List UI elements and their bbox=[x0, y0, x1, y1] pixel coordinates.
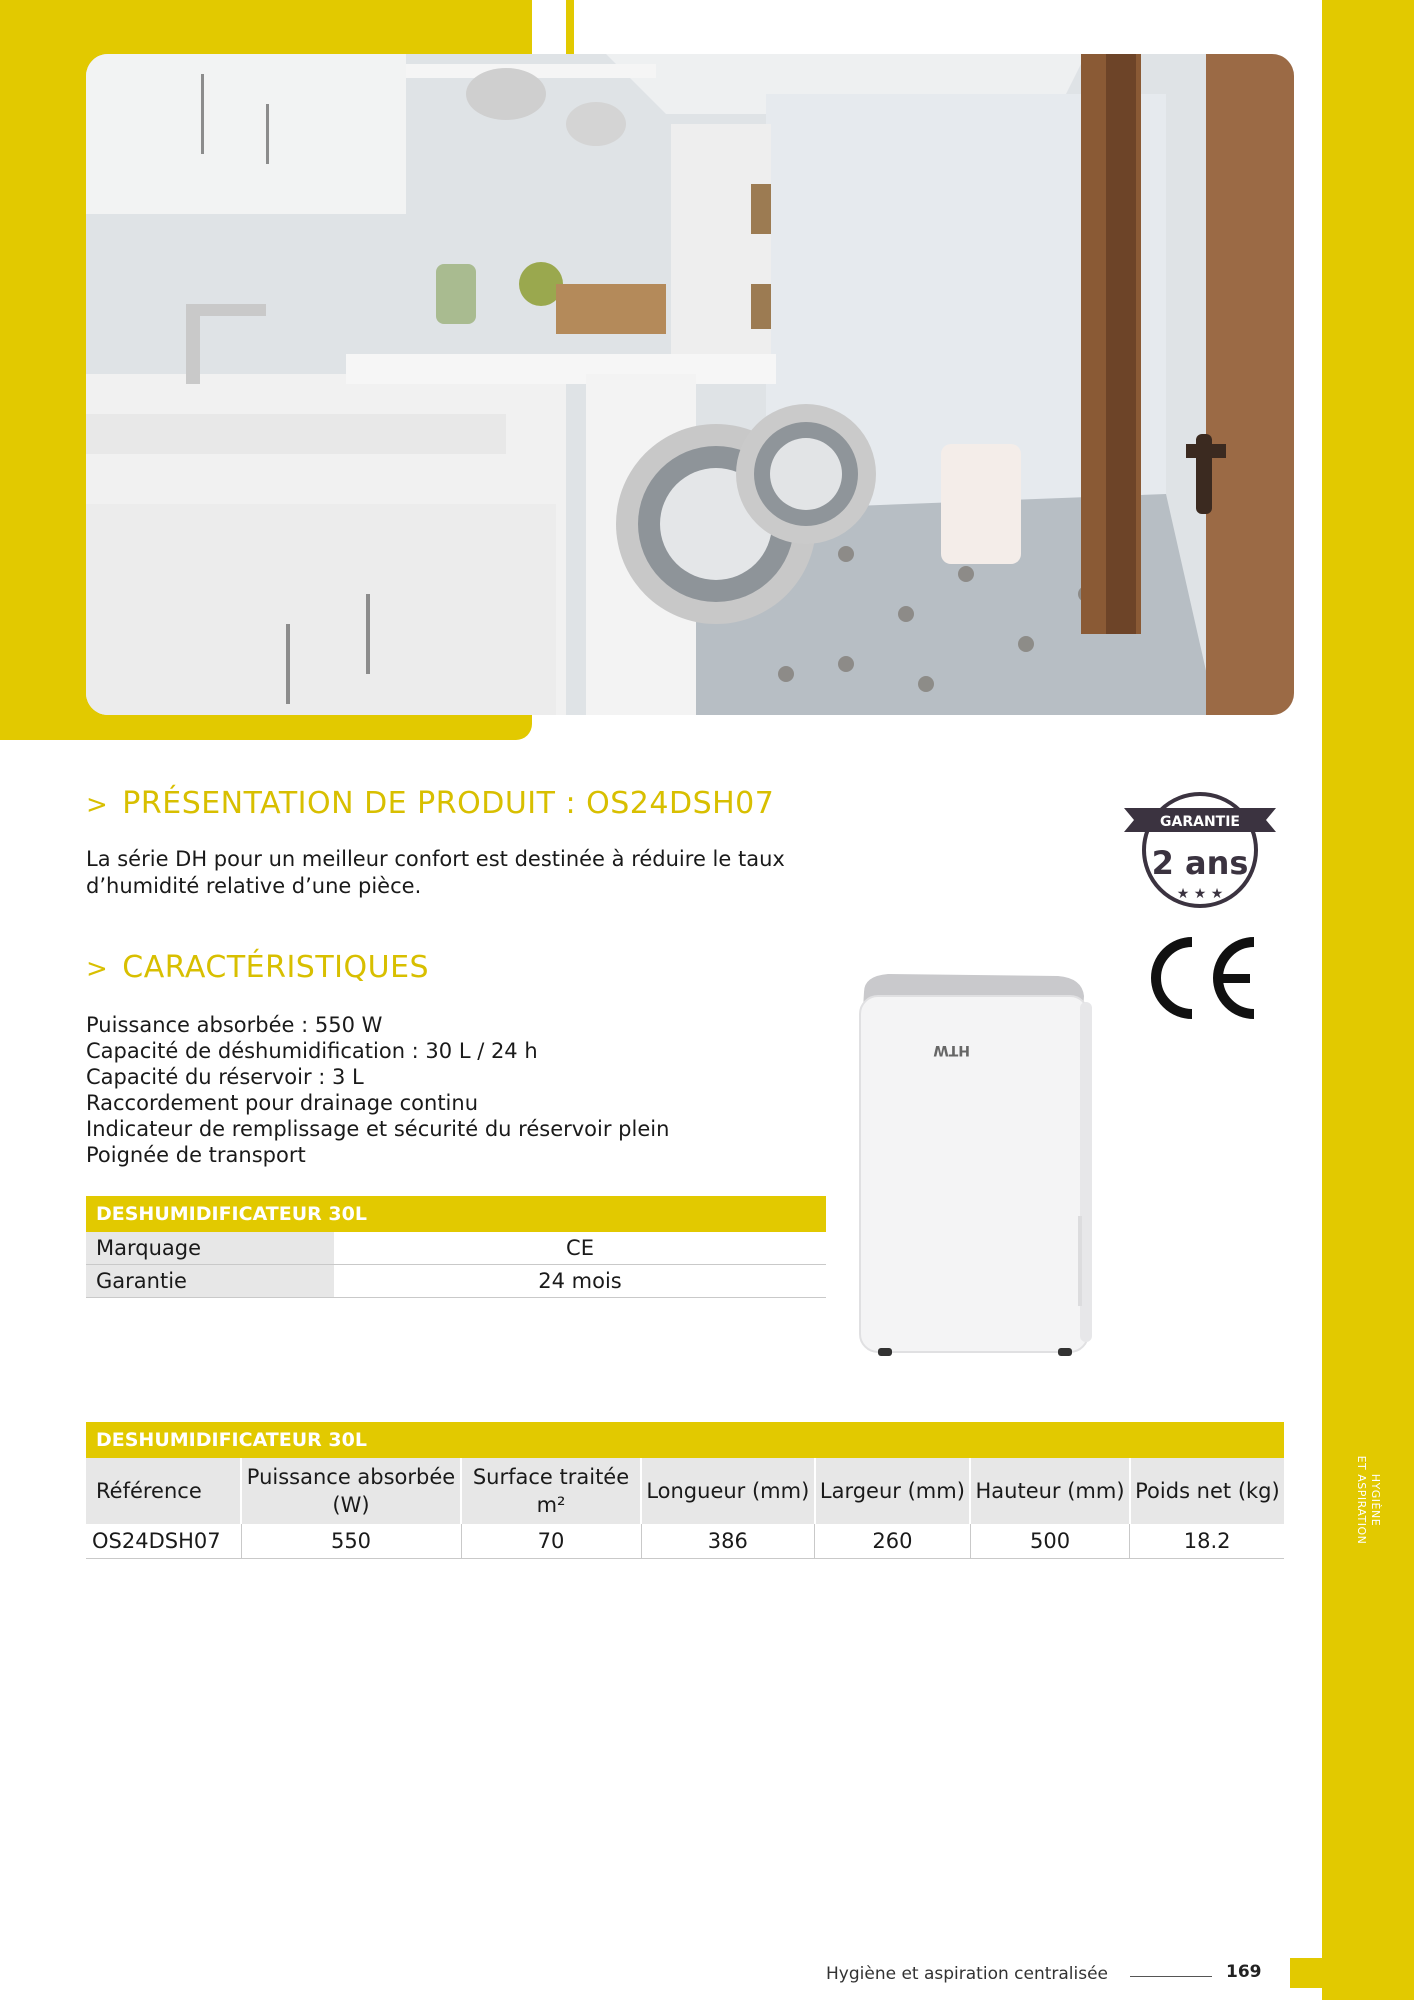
footer-divider bbox=[1130, 1976, 1212, 1977]
table-row bbox=[86, 1232, 826, 1265]
characteristic-item: Capacité du réservoir : 3 L bbox=[86, 1065, 364, 1089]
table-cell: 18.2 bbox=[1130, 1524, 1284, 1559]
presentation-heading bbox=[86, 786, 774, 821]
table-cell: 500 bbox=[970, 1524, 1130, 1559]
spec-value: 24 mois bbox=[334, 1265, 826, 1298]
characteristics-title: CARACTÉRISTIQUES bbox=[122, 950, 430, 985]
spec-value: CE bbox=[334, 1232, 826, 1265]
side-tab-label bbox=[1340, 1440, 1396, 1560]
table-cell: OS24DSH07 bbox=[86, 1524, 241, 1559]
badge-top-text: GARANTIE bbox=[1160, 814, 1240, 830]
column-header: Longueur (mm) bbox=[641, 1458, 815, 1524]
spec-label: Marquage bbox=[86, 1232, 334, 1265]
characteristic-item: Puissance absorbée : 550 W bbox=[86, 1013, 383, 1037]
column-header: Hauteur (mm) bbox=[970, 1458, 1130, 1524]
table-cell: 70 bbox=[461, 1524, 641, 1559]
characteristics-heading bbox=[86, 950, 429, 985]
badge-main-text: 2 ans bbox=[1151, 844, 1249, 882]
column-header: Puissance absorbée (W) bbox=[241, 1458, 461, 1524]
column-header: Surface traitée m² bbox=[461, 1458, 641, 1524]
characteristics-list bbox=[86, 1012, 669, 1168]
page-tab-marker bbox=[1290, 1958, 1322, 1988]
page-number: 169 bbox=[1226, 1962, 1262, 1982]
table-row bbox=[86, 1524, 1284, 1559]
table-header-row bbox=[86, 1458, 1284, 1524]
ce-mark-logo bbox=[1140, 936, 1268, 1020]
characteristic-item: Capacité de déshumidification : 30 L / 24 h bbox=[86, 1039, 538, 1063]
footer-section-name: Hygiène et aspiration centralisée bbox=[826, 1964, 1109, 1984]
laundry-room-illustration bbox=[86, 54, 1294, 715]
characteristic-item: Indicateur de remplissage et sécurité du réservoir plein bbox=[86, 1117, 670, 1141]
warranty-badge bbox=[1120, 786, 1280, 916]
table-cell: 386 bbox=[641, 1524, 815, 1559]
spec-table-title: DESHUMIDIFICATEUR 30L bbox=[86, 1196, 826, 1232]
characteristics-arrow-icon: > bbox=[86, 954, 109, 984]
characteristic-item: Poignée de transport bbox=[86, 1143, 306, 1167]
spec-label: Garantie bbox=[86, 1265, 334, 1298]
characteristic-item: Raccordement pour drainage continu bbox=[86, 1091, 479, 1115]
column-header: Largeur (mm) bbox=[815, 1458, 971, 1524]
side-bar bbox=[1322, 0, 1414, 2000]
data-table bbox=[86, 1458, 1284, 1559]
spec-table bbox=[86, 1232, 826, 1298]
presentation-text: La série DH pour un meilleur confort est destinée à réduire le taux d’humidité relative d’une pièce. bbox=[86, 847, 785, 898]
decor-yellow-strip bbox=[566, 0, 574, 54]
table-cell: 260 bbox=[815, 1524, 971, 1559]
dehumidifier-product-image bbox=[848, 966, 1098, 1360]
data-table-title: DESHUMIDIFICATEUR 30L bbox=[86, 1422, 1284, 1458]
product-brand-logo: HTW bbox=[933, 1042, 970, 1058]
side-tab-line2: ET ASPIRATION bbox=[1355, 1455, 1368, 1545]
table-row bbox=[86, 1265, 826, 1298]
table-cell: 550 bbox=[241, 1524, 461, 1559]
presentation-arrow-icon: > bbox=[86, 790, 109, 820]
column-header: Poids net (kg) bbox=[1130, 1458, 1284, 1524]
column-header: Référence bbox=[86, 1458, 241, 1524]
hero-laundry-photo bbox=[86, 54, 1294, 715]
side-tab-line1: HYGIÈNE bbox=[1369, 1473, 1382, 1527]
presentation-title: PRÉSENTATION DE PRODUIT : OS24DSH07 bbox=[122, 786, 775, 821]
badge-stars-icon: ★ ★ ★ bbox=[1176, 886, 1224, 902]
